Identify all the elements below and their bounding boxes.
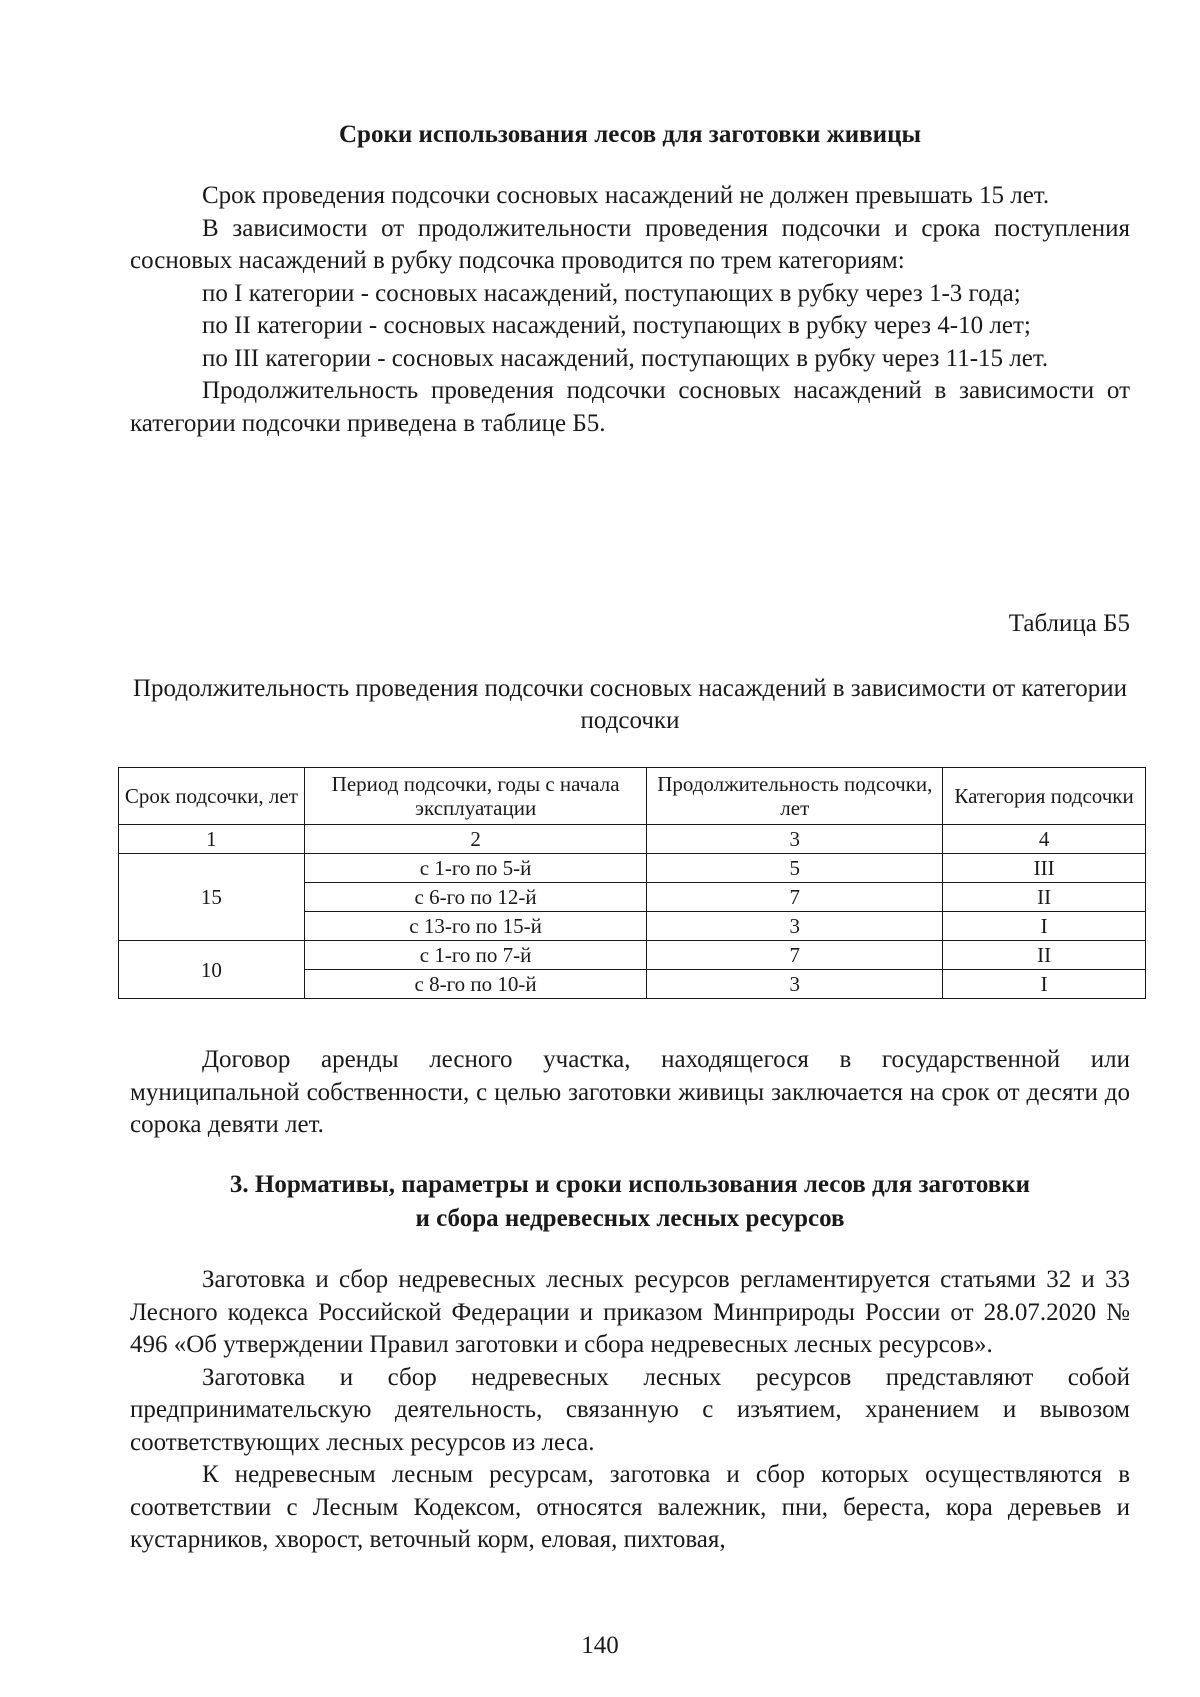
category-cell: III xyxy=(943,854,1146,883)
table-label-text: Таблица Б5 xyxy=(1008,610,1130,637)
column-number: 1 xyxy=(119,825,305,854)
table-label xyxy=(130,608,1130,641)
column-number: 3 xyxy=(647,825,943,854)
duration-cell: 3 xyxy=(647,970,943,999)
period-cell: с 6-го по 12-й xyxy=(304,883,647,912)
category-cell: I xyxy=(943,970,1146,999)
category-cell: II xyxy=(943,883,1146,912)
section-title-non-timber xyxy=(130,1168,1130,1236)
paragraph: по II категории - сосновых насаждений, поступающих в рубку через 4-10 лет; xyxy=(202,312,1031,339)
period-cell: с 1-го по 5-й xyxy=(304,854,647,883)
section-title-resin xyxy=(130,118,1130,152)
header-term: Срок подсочки, лет xyxy=(119,768,305,825)
section-title-resin-text: Сроки использования лесов для заготовки живицы xyxy=(339,121,921,148)
category-cell: I xyxy=(943,912,1146,941)
paragraph: К недревесным лесным ресурсам, заготовка и сбор которых осуществляются в соответствии с Лесным Кодексом, относятся валежник, пни, береста, кора деревьев и кустарников, хворост, веточный корм, еловая, пихтовая, xyxy=(130,1461,1130,1553)
table-row xyxy=(119,941,1146,970)
period-cell: с 13-го по 15-й xyxy=(304,912,647,941)
paragraph: Заготовка и сбор недревесных лесных ресурсов регламентируется статьями 32 и 33 Лесного кодекса Российской Федерации и приказом Минприроды России от 28.07.2020 № 496 «Об утверждении Правил заготовки и сбора недревесных лесных ресурсов». xyxy=(130,1266,1130,1358)
paragraph: Договор аренды лесного участка, находящегося в государственной или муниципальной собственности, с целью заготовки живицы заключается на срок от десяти до сорока девяти лет. xyxy=(130,1046,1130,1138)
column-number-row xyxy=(119,825,1146,854)
paragraph: Продолжительность проведения подсочки сосновых насаждений в зависимости от категории подсочки приведена в таблице Б5. xyxy=(130,377,1130,437)
duration-cell: 3 xyxy=(647,912,943,941)
section-title-line: 3. Нормативы, параметры и сроки использования лесов для заготовки xyxy=(229,1171,1031,1198)
paragraph: Заготовка и сбор недревесных лесных ресурсов представляют собой предпринимательскую деятельность, связанную с изъятием, хранением и вывозом соответствующих лесных ресурсов из леса. xyxy=(130,1363,1130,1456)
section-resin-body xyxy=(130,180,1130,440)
duration-cell: 7 xyxy=(647,883,943,912)
column-number: 4 xyxy=(943,825,1146,854)
period-cell: с 8-го по 10-й xyxy=(304,970,647,999)
paragraph: В зависимости от продолжительности проведения подсочки и срока поступления сосновых насаждений в рубку подсочка проводится по трем категориям: xyxy=(130,214,1130,274)
section-title-line: и сбора недревесных лесных ресурсов xyxy=(415,1205,845,1232)
table-caption-text: Продолжительность проведения подсочки сосновых насаждений в зависимости от категории подсочки xyxy=(133,675,1127,734)
section-non-timber-body xyxy=(130,1264,1130,1557)
page-number: 140 xyxy=(581,1632,619,1659)
paragraph: по III категории - сосновых насаждений, поступающих в рубку через 11-15 лет. xyxy=(202,344,1049,372)
period-cell: с 1-го по 7-й xyxy=(304,941,647,970)
category-cell: II xyxy=(943,941,1146,970)
lease-paragraph-block xyxy=(130,1044,1130,1142)
term-cell: 15 xyxy=(119,854,305,941)
duration-cell: 7 xyxy=(647,941,943,970)
table-header-row xyxy=(119,768,1146,825)
header-duration: Продолжительность подсочки, лет xyxy=(647,768,943,825)
header-period: Период подсочки, годы с начала эксплуатации xyxy=(304,768,647,825)
table-caption xyxy=(130,673,1130,737)
paragraph: по I категории - сосновых насаждений, поступающих в рубку через 1-3 года; xyxy=(202,279,1021,307)
paragraph: Срок проведения подсочки сосновых насаждений не должен превышать 15 лет. xyxy=(202,182,1050,209)
column-number: 2 xyxy=(304,825,647,854)
header-category: Категория подсочки xyxy=(943,768,1146,825)
duration-cell: 5 xyxy=(647,854,943,883)
table-row xyxy=(119,854,1146,883)
term-cell: 10 xyxy=(119,941,305,999)
data-table xyxy=(118,767,1146,999)
